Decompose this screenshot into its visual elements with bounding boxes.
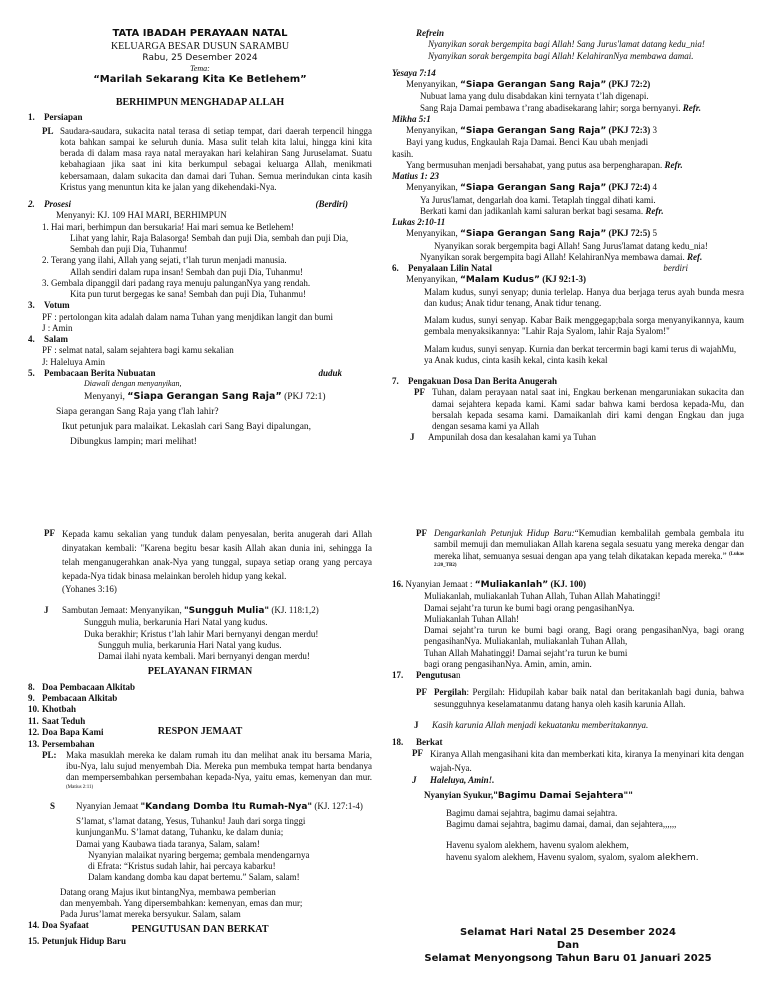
- posture-note: (Berdiri): [315, 199, 348, 209]
- refrain-mark: Refr.: [645, 205, 664, 216]
- song-title: “Siapa Gerangan Sang Raja”: [460, 80, 607, 90]
- lyric-line: 2. Terang yang ilahi, Allah yang sejati, t’lah turun menjadi manusia.: [42, 255, 287, 266]
- item-number: 9.: [28, 693, 35, 703]
- lyric-verse: Malam kudus, sunyi senyap. Kabar Baik menggegap;bala sorga menyanyikannya, kaum gembala menyaksikannya: "Lahir Raja Syalom, lahir Raja Syalom!": [424, 315, 744, 337]
- speaker-label: J: [412, 775, 417, 786]
- item-title: Khotbah: [42, 704, 77, 715]
- paragraph: Kiranya Allah mengasihani kita dan memberkati kita, kiranya Ia menyinari kita dengan wajah-Nya.: [430, 749, 744, 773]
- refrain-mark: Refr.: [664, 159, 683, 170]
- lyric-line: Sang Raja Damai pembawa t’rang abadisekarang lahir; sorga bernyanyi.: [420, 102, 683, 113]
- item-title: Doa Bapa Kami: [42, 726, 104, 737]
- lyric-line: Damai sejaht’ra turun ke bumi bagi orang, Bagi orang pengasihanNya, bagi orang pengasihanNya. Muliakanlah, muliakanlah Tuhan Allah,: [424, 625, 744, 647]
- page-bottom-left: [28, 528, 372, 947]
- song-title: “Siapa Gerangan Sang Raja”: [460, 229, 607, 240]
- item-title: Pengakuan Dosa Dan Berita Anugerah: [408, 376, 558, 386]
- refrain-mark: Refr.: [682, 102, 702, 113]
- song-title: "Kandang Domba Itu Rumah-Nya": [140, 801, 313, 812]
- paragraph: Kepada kamu sekalian yang tunduk dalam penyesalan, berita anugerah dari Allah dinyatakan kembali: "Karena begitu besar kasih Allah akan dunia ini, sehingga Ia telah menganugerahkan anak-Nya yang tunggal, supaya setiap orang yang percaya kepada-Nya tidak binasa melainkan beroleh hidup yang kekal.: [62, 529, 372, 581]
- item-number: 8.: [28, 681, 35, 692]
- speaker-label: PF: [416, 528, 427, 538]
- text-line: Ampunilah dosa dan kesalahan kami ya Tuhan: [428, 432, 596, 443]
- song-ref: (KJ. 100): [548, 579, 586, 589]
- item-number: 17.: [392, 670, 404, 680]
- lyric-line: Yang bermusuhan menjadi bersahabat, yang putus asa berpengharapan.: [406, 159, 665, 170]
- lyric-line: Datang orang Majus ikut bintangNya, membawa pemberian: [60, 886, 276, 897]
- song-title: "Bagimu Damai Sejahtera"": [493, 790, 633, 801]
- song-ref: (KJ. 118:1,2): [269, 605, 319, 615]
- lyric-line: S’lamat, s’lamat datang, Yesus, Tuhanku! Jauh dari sorga tinggi: [76, 816, 306, 826]
- item-number: 15.: [28, 936, 40, 946]
- refrein-line: Nyanyikan sorak bergempita bagi Allah! Sang Jurus'lamat datang kedu_nia!: [428, 39, 705, 50]
- item-number: 11.: [28, 715, 39, 726]
- sing-label: Menyanyikan,: [406, 125, 460, 135]
- paragraph: Maka masuklah mereka ke dalam rumah itu dan melihat anak itu bersama Maria, ibu-Nya, lalu sujud menyembah Dia. Mereka pun membuka tempat harta bendanya dan mempersembahkan persembahan kepada-Nya, yaitu emas, kemenyan dan mur.: [66, 749, 372, 783]
- section-heading: BERHIMPUN MENGHADAP ALLAH: [115, 96, 285, 108]
- lyric-line: Berkati kami dan jadikanlah kami saluran berkat bagi sesama.: [420, 205, 646, 216]
- lyric-line: di Efrata: “Kristus sudah lahir, hai percaya kabarku!: [88, 861, 276, 871]
- lyric-line: Nyanyikan sorak bergempita bagi Allah! KelahiranNya membawa damai.: [420, 251, 687, 262]
- lyric-line: Bagimu damai sejahtra, bagimu damai, damai, dan sejahtera,,,,,,: [446, 819, 677, 829]
- song-ref: (PKJ 72:1): [281, 392, 326, 402]
- verse-ref: Matius 1: 23: [392, 171, 440, 181]
- text-line: J: Haleluya Amin: [42, 356, 105, 367]
- page-top-right: [392, 28, 744, 444]
- sing-label: Nyanyian Syukur,: [424, 789, 494, 800]
- lyric-line: Muliakanlah, muliakanlah Tuhan Allah, Tuhan Allah Mahatinggi!: [424, 591, 661, 602]
- refrein-label: Refrein: [416, 28, 444, 38]
- lyric-line: Ya Jurus'lamat, dengarlah doa kami. Tetaplah tinggal dihati kami.: [420, 194, 656, 205]
- item-title: Penyalaan Lilin Natal: [408, 263, 493, 273]
- verse-ref: Mikha 5:1: [392, 113, 431, 124]
- lyric-line: Sungguh mulia, berkarunia Hari Natal yang kudus.: [98, 639, 282, 650]
- item-number: 5.: [28, 367, 35, 378]
- song-title: “Siapa Gerangan Sang Raja”: [127, 391, 282, 402]
- song-ref: (PKJ 72:2): [606, 79, 651, 89]
- lyric-line: Dibungkus lampin; mari melihat!: [70, 436, 197, 447]
- song-title: "Sungguh Mulia": [183, 606, 270, 616]
- song-ref: (KJ. 127:1-4): [312, 800, 363, 811]
- item-number: 13.: [28, 738, 40, 749]
- text-line: PF : selmat natal, salam sejahtera bagi kamu sekalian: [42, 345, 234, 356]
- section-heading: PENGUTUSAN DAN BERKAT: [131, 923, 269, 935]
- lyric-line: Havenu syalom alekhem, havenu syalom alekhem,: [446, 840, 629, 851]
- lyric-verse: Malam kudus, sunyi senyap; dunia terlelap. Hanya dua berjaga terus ayah bunda mesra dan kudus; Anak tidur tenang, Anak tidur tenang.: [424, 286, 744, 308]
- item-number: 2.: [28, 199, 35, 209]
- verse-ref: Lukas 2:10-11: [392, 217, 446, 227]
- lyric-line: Damai ilahi nyata kembali. Mari bernyanyi dengan merdu!: [98, 651, 310, 661]
- speaker-label: PF: [416, 687, 427, 698]
- verse-ref: Yesaya 7:14: [392, 67, 436, 78]
- item-title: Doa Pembacaan Alkitab: [42, 681, 136, 692]
- text-line: Diawali dengan menyanyikan,: [84, 379, 182, 388]
- song-ref: (KJ 92:1-3): [539, 274, 586, 285]
- song-ref: (PKJ 72:5): [606, 228, 651, 239]
- item-title: Doa Syafaat: [42, 920, 89, 931]
- item-number: 7.: [392, 376, 399, 386]
- posture-note: berdiri: [663, 263, 688, 273]
- item-number: 3.: [28, 300, 35, 311]
- item-number: 14.: [28, 920, 40, 931]
- sing-label: Menyanyikan,: [406, 79, 460, 89]
- posture-note: duduk: [318, 367, 342, 378]
- item-number: 4.: [28, 334, 35, 344]
- song-title: “Muliakanlah”: [474, 580, 549, 590]
- closing-greeting: Selamat Menyongsong Tahun Baru 01 Januari 2025: [424, 952, 712, 964]
- speaker-label: PL: [42, 125, 54, 136]
- lyric-line: Lihat yang lahir, Raja Balasorga! Sembah dan puji Dia, sembah dan puji Dia,: [70, 232, 349, 243]
- verse-number: 4: [650, 182, 658, 193]
- item-title: Persiapan: [44, 112, 83, 123]
- speaker-label: S: [50, 800, 56, 811]
- song-ref: (PKJ 72:4): [606, 182, 651, 193]
- section-heading: PELAYANAN FIRMAN: [147, 666, 253, 678]
- sing-label: Sambutan Jemaat: Menyanyikan,: [62, 605, 184, 615]
- lyric-line: dan menyembah. Yang dipersembahkan: kemenyan, emas dan mur;: [60, 897, 303, 908]
- page-bottom-right: [392, 528, 744, 965]
- lyric-line: Nubuat lama yang dulu disabdakan kini ternyata t’lah digenapi.: [420, 91, 649, 102]
- lyric-line: Damai sejaht’ra turun ke bumi bagi orang pengasihanNya.: [424, 602, 635, 613]
- lyric-line: Sembah dan puji Dia, Tuhanmu!: [70, 244, 188, 254]
- paragraph: Tuhan, dalam perayaan natal saat ini, Engkau berkenan mengaruniakan sukacita dan damai sejahtera kepada kami. Kami sadar bahwa kami berdosa kepada-Mu, dan bersalah kepada sesama kami. Damaikanlah diri kami dengan Engkau dan juga dengan sesama kami ya Allah: [432, 387, 744, 431]
- lyric-line: bagi orang pengasihanNya. Amin, amin, amin.: [424, 658, 592, 669]
- service-date: Rabu, 25 Desember 2024: [142, 53, 258, 63]
- song-title: “Siapa Gerangan Sang Raja”: [460, 183, 607, 194]
- lyric-line: Bayi yang kudus, Engkaulah Raja Damai. Benci Kau ubah menjadi: [406, 137, 649, 148]
- song-ref: (PKJ 72:3): [606, 125, 651, 135]
- lyric-line: Tuhan Allah Mahatinggi! Damai sejaht’ra turun ke bumi: [424, 647, 628, 658]
- item-title: Pembacaan Alkitab: [42, 693, 118, 703]
- item-title: Prosesi: [44, 199, 71, 209]
- paragraph: : Pergilah: Hidupilah kabar baik natal dan beritakanlah bagi dunia, bahwa sesungguhnya keselamatanmu datang hanya oleh kasih karunia Allah.: [434, 687, 744, 709]
- song-line: Menyanyi: KJ. 109 HAI MARI, BERHIMPUN: [56, 210, 227, 221]
- sing-label: Menyanyikan,: [406, 274, 460, 285]
- item-title: Berkat: [416, 737, 443, 747]
- text-line: Kasih karunia Allah menjadi kekuatanku memberitakannya.: [432, 719, 649, 730]
- closing-conjunction: Dan: [556, 939, 580, 951]
- verse-number: 3: [650, 125, 658, 135]
- item-title: Votum: [44, 300, 70, 311]
- lyric-line: kunjunganMu. S’lamat datang, Tuhanku, ke dalam dunia;: [76, 827, 284, 838]
- paragraph: Saudara-saudara, sukacita natal terasa di setiap tempat, dari daerah terpencil hingga kota bahkan sampai ke seluruh dunia. Masa sulit telah kita lalui, hingga kini kita berada di dalam masa raya natal merayakan hari kelahiran Sang Juruselamat. Suatu kebahagiaan jika saat ini kita berkumpul sebagai keluarga Allah, menikmati kebersamaan, dalam sukacita dan damai dari Tuhan. Semua merindukan cinta kasih Kristus yang menuntun kita ke jalan yang dikehendaki-Nya.: [60, 125, 372, 192]
- text-line: Haleluya, Amin!.: [430, 775, 495, 786]
- sing-label: Menyanyi,: [84, 392, 128, 402]
- speaker-label: J: [410, 432, 415, 443]
- document-title: TATA IBADAH PERAYAAN NATAL: [112, 28, 288, 39]
- speaker-label: J: [414, 719, 419, 730]
- lyric-line: Duka berakhir; Kristus t’lah lahir Mari bernyanyi dengan merdu!: [84, 628, 319, 639]
- item-title: Petunjuk Hidup Baru: [42, 936, 127, 946]
- item-number: 16.: [392, 579, 404, 589]
- lyric-line: 3. Gembala dipanggil dari padang raya menuju palunganNya yang rendah.: [42, 277, 311, 288]
- song-title: “Siapa Gerangan Sang Raja”: [460, 126, 607, 136]
- lyric-line: Damai yang Kaubawa tiada taranya, Salam, salam!: [76, 838, 260, 849]
- item-title: Salam: [44, 334, 69, 344]
- theme-label: Tema:: [190, 64, 210, 74]
- lyric-line: Dalam kandang domba kau dapat bertemu.” Salam, salam!: [88, 872, 300, 883]
- organization-name: KELUARGA BESAR DUSUN SARAMBU: [110, 40, 290, 52]
- lyric-line: Siapa gerangan Sang Raja yang t'lah lahir?: [56, 406, 219, 417]
- lyric-line: Pada Jurus’lamat mereka bersyukur. Salam, salam: [60, 909, 241, 919]
- song-title: “Malam Kudus”: [460, 275, 540, 286]
- sing-label: Nyanyian Jemaat :: [403, 579, 475, 589]
- lyric-line: Allah sendiri dalam rupa insan! Sembah dan puji Dia, Tuhanmu!: [70, 266, 303, 277]
- scripture-ref: (Yohanes 3:16): [62, 583, 117, 594]
- lyric-line: Nyanyikan sorak bergempita bagi Allah! Sang Jurus'lamat datang kedu_nia!: [434, 240, 708, 251]
- item-title: Saat Teduh: [42, 715, 86, 726]
- scripture-ref: (Lukas 2:20_TB2): [434, 551, 744, 568]
- paragraph: “Kemudian kembalilah gembala gembala itu sambil memuji dan memuliakan Allah karena segala sesuatu yang mereka dengar dan mereka lihat, semuanya sesuai dengan apa yang telah dikatakan kepada mereka.”: [434, 528, 744, 561]
- item-title: Pengutusa: [416, 670, 457, 680]
- speaker-label: PF: [414, 387, 425, 398]
- instruction: Dengarkanlah Petunjuk Hidup Baru:: [434, 528, 575, 538]
- speaker-label: J: [44, 605, 49, 615]
- refrein-line: Nyanyikan sorak bergempita bagi Allah! KelahiranNya membawa damai.: [428, 50, 694, 61]
- sing-label: Menyanyikan,: [406, 182, 460, 193]
- closing-greeting: Selamat Hari Natal 25 Desember 2024: [460, 926, 676, 938]
- lyric-tail: alekhem.: [656, 852, 699, 863]
- lyric-line: Sungguh mulia, berkarunia Hari Natal yang kudus.: [84, 617, 268, 628]
- speaker-label: PF: [412, 748, 423, 759]
- item-number: 10.: [28, 704, 40, 715]
- sing-label: Nyanyian Jemaat: [76, 800, 141, 811]
- speaker-label: PF: [44, 528, 55, 538]
- item-title: Persembahan: [42, 738, 95, 749]
- text-line: J : Amin: [42, 322, 73, 333]
- speaker-label: PL:: [42, 749, 57, 760]
- scripture-ref: (Matius 2:11): [66, 784, 94, 790]
- text-line: PF : pertolongan kita adalah dalam nama Tuhan yang menjdikan langit dan bumi: [42, 311, 333, 322]
- sing-label: Menyanyikan,: [406, 228, 460, 239]
- lyric-verse: Malam kudus, sunyi senyap. Kurnia dan berkat tercermin bagi kami terus di wajahMu, ya Anak kudus, cinta kasih kekal, cinta kasih kekal: [424, 343, 737, 365]
- item-title: Pembacaan Berita Nubuatan: [44, 367, 156, 378]
- item-number: 6.: [392, 263, 399, 273]
- lyric-line: Bagimu damai sejahtra, bagimu damai sejahtra.: [446, 807, 618, 818]
- refrain-mark: Ref.: [687, 251, 703, 262]
- theme-text: “Marilah Sekarang Kita Ke Betlehem”: [93, 74, 307, 86]
- lyric-line: Muliakanlah Tuhan Allah!: [424, 613, 519, 624]
- item-number: 1.: [28, 112, 35, 123]
- lyric-line: Ikut petunjuk para malaikat. Lekaslah cari Sang Bayi dipalungan,: [62, 421, 312, 432]
- lyric-line: Kita pun turut bergegas ke sana! Sembah dan puji Dia, Tuhanmu!: [70, 289, 307, 299]
- lyric-line: 1. Hai mari, berhimpun dan bersukaria! Hai mari semua ke Betlehem!: [42, 221, 294, 232]
- lyric-line: havenu syalom alekhem, Havenu syalom, syalom, syalom: [446, 851, 657, 862]
- verse-number: 5: [650, 228, 658, 239]
- command-word: Pergilah: [434, 687, 467, 698]
- section-heading: RESPON JEMAAT: [157, 726, 243, 737]
- lyric-line: Nyanyian malaikat nyaring bergema; gembala mendengarnya: [88, 849, 310, 860]
- item-number: 18.: [392, 737, 404, 747]
- lyric-line: kasih.: [392, 148, 414, 159]
- item-number: 12.: [28, 726, 40, 737]
- item-title-tail: n: [456, 670, 461, 680]
- page-top-left: [28, 28, 372, 449]
